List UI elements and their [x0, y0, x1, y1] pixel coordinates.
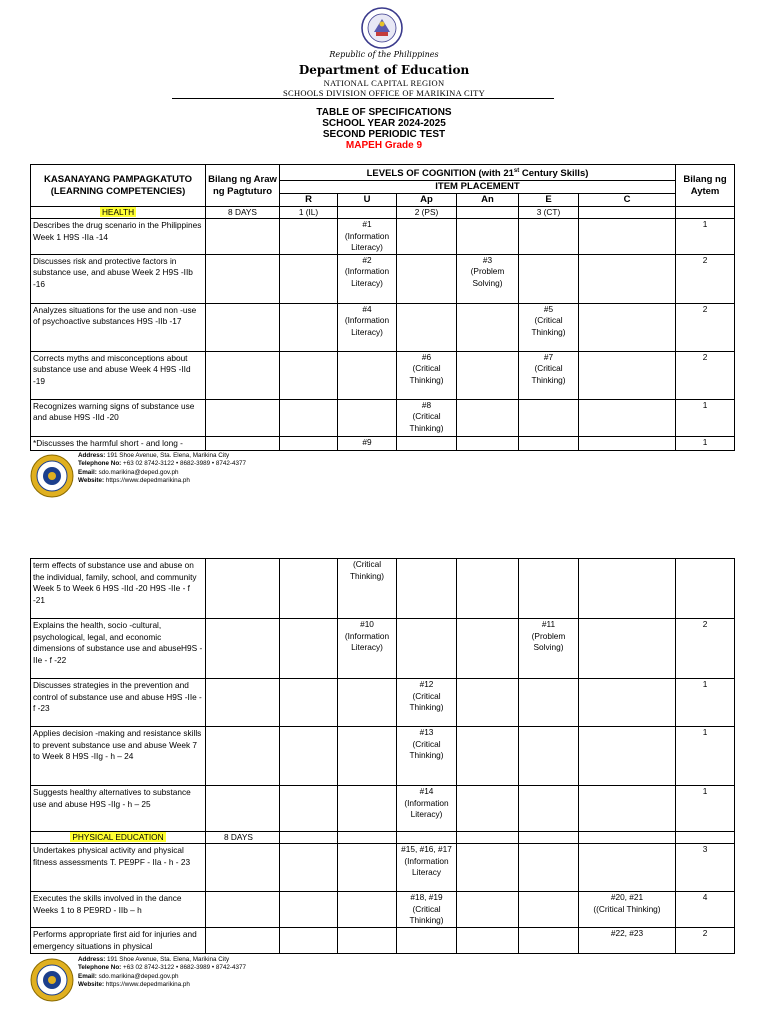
levels-sup: st [513, 168, 520, 174]
competency-cell: Discusses risk and protective factors in substance use, and abuse Week 2 H9S -IIb -16 [31, 254, 206, 303]
cell-c [579, 219, 676, 255]
table-row [31, 559, 735, 619]
days-cell [206, 679, 280, 727]
deped-seal-logo [354, 6, 410, 50]
days-cell [206, 219, 280, 255]
cell-ap [397, 436, 457, 451]
health-label-cell [31, 207, 206, 219]
cell-ap [397, 619, 457, 679]
cell-r [280, 351, 338, 399]
email-value[interactable]: sdo.marikina@deped.gov.ph [96, 468, 179, 476]
competency-cell: term effects of substance use and abuse on the individual, family, school, and community Week 5 to Week 6 H9S -IId -20 H9S -IIe - f -21 [31, 559, 206, 619]
cell-r [280, 679, 338, 727]
cell-r [280, 559, 338, 619]
cell-ap: #12 (Critical Thinking) [397, 679, 457, 727]
pe-empty-cell [579, 832, 676, 844]
cell-c [579, 844, 676, 892]
cell-an [457, 559, 519, 619]
cell-e: #11 (Problem Solving) [519, 619, 579, 679]
cell-e [519, 254, 579, 303]
items-cell [676, 559, 735, 619]
tos-table-page-2 [30, 558, 735, 954]
phone-value: +63 02 8742-3122 • 8682-3989 • 8742-4377 [121, 964, 246, 972]
cell-e: #5 (Critical Thinking) [519, 303, 579, 351]
cell-u [338, 351, 397, 399]
cell-an: #3 (Problem Solving) [457, 254, 519, 303]
cell-c [579, 436, 676, 451]
cell-e [519, 727, 579, 786]
phone-value: +63 02 8742-3122 • 8682-3989 • 8742-4377 [121, 460, 246, 468]
table-row [31, 219, 735, 255]
cell-c: #20, #21 ((Critical Thinking) [579, 892, 676, 928]
footer-page-2 [30, 956, 330, 1002]
cell-u: #1 (Information Literacy) [338, 219, 397, 255]
competency-cell: Performs appropriate first aid for injuries and emergency situations in physical [31, 928, 206, 954]
department-text: Department of Education [298, 63, 470, 77]
health-items [676, 207, 735, 219]
items-cell: 1 [676, 727, 735, 786]
phone-label: Telephone No: [78, 964, 122, 972]
sdo-marikina-seal-logo [30, 958, 74, 1002]
items-cell: 1 [676, 786, 735, 832]
table-row [31, 351, 735, 399]
cell-ap: #8 (Critical Thinking) [397, 399, 457, 436]
col-r: R [280, 194, 338, 207]
cell-an [457, 619, 519, 679]
levels-header-text: LEVELS OF COGNITION (with 21 [366, 168, 514, 180]
footer-contact [78, 956, 246, 990]
days-cell [206, 727, 280, 786]
cell-u [338, 727, 397, 786]
cell-c [579, 727, 676, 786]
cell-r [280, 303, 338, 351]
items-cell: 1 [676, 436, 735, 451]
cell-an [457, 892, 519, 928]
cell-r [280, 727, 338, 786]
days-header: Bilang ng Araw ng Pagtuturo [206, 165, 280, 207]
table-row [31, 254, 735, 303]
cell-c [579, 679, 676, 727]
table-row [31, 928, 735, 954]
table-row [31, 786, 735, 832]
website-value[interactable]: https://www.depedmarikina.ph [104, 981, 190, 989]
health-section-row [31, 207, 735, 219]
cell-ap [397, 303, 457, 351]
cell-an [457, 219, 519, 255]
sdo-marikina-seal-logo [30, 454, 74, 498]
cell-ap [397, 254, 457, 303]
footer-contact [78, 452, 246, 486]
table-row [31, 727, 735, 786]
competency-cell: Executes the skills involved in the dance Weeks 1 to 8 PE9RD - IIb – h [31, 892, 206, 928]
competency-header: KASANAYANG PAMPAGKATUTO (LEARNING COMPETENCIES) [31, 165, 206, 207]
republic-text: Republic of the Philippines [329, 50, 439, 59]
items-cell: 1 [676, 219, 735, 255]
pe-empty-cell [280, 832, 338, 844]
cell-ap [397, 559, 457, 619]
pe-empty-cell [397, 832, 457, 844]
pe-empty-cell [519, 832, 579, 844]
health-label: HEALTH [101, 207, 135, 218]
page-2 [0, 548, 768, 1024]
competency-cell: Discusses strategies in the prevention and control of substance use and abuse H9S -IIe - f -23 [31, 679, 206, 727]
cell-e: #7 (Critical Thinking) [519, 351, 579, 399]
health-u [338, 207, 397, 219]
items-cell: 2 [676, 928, 735, 954]
website-label: Website: [78, 981, 105, 989]
days-cell [206, 399, 280, 436]
cell-e [519, 844, 579, 892]
cell-u: #2 (Information Literacy) [338, 254, 397, 303]
cell-ap: #6 (Critical Thinking) [397, 351, 457, 399]
cell-ap: #18, #19 (Critical Thinking) [397, 892, 457, 928]
website-value[interactable]: https://www.depedmarikina.ph [104, 477, 190, 485]
footer-page-1 [30, 452, 330, 498]
levels-header [280, 165, 676, 181]
doc-title: TABLE OF SPECIFICATIONS [316, 107, 452, 118]
cell-r [280, 619, 338, 679]
items-cell: 2 [676, 303, 735, 351]
health-r: 1 (IL) [280, 207, 338, 219]
cell-c [579, 786, 676, 832]
cell-r [280, 254, 338, 303]
cell-an [457, 786, 519, 832]
competency-cell: Applies decision -making and resistance skills to prevent substance use and abuse Week 7 to Week 8 H9S -IIg - h – 24 [31, 727, 206, 786]
cell-r [280, 399, 338, 436]
col-c: C [579, 194, 676, 207]
phone-label: Telephone No: [78, 460, 122, 468]
cell-c [579, 254, 676, 303]
cell-an [457, 351, 519, 399]
cell-r [280, 436, 338, 451]
cell-u [338, 399, 397, 436]
table-row [31, 436, 735, 451]
competency-cell: Corrects myths and misconceptions about substance use and abuse Week 4 H9S -IId -19 [31, 351, 206, 399]
website-label: Website: [78, 477, 105, 485]
table-row [31, 844, 735, 892]
cell-c [579, 619, 676, 679]
cell-u [338, 679, 397, 727]
col-ap: Ap [397, 194, 457, 207]
cell-e [519, 786, 579, 832]
cell-r [280, 786, 338, 832]
cell-u: #10 (Information Literacy) [338, 619, 397, 679]
page-1-rows [31, 219, 735, 451]
cell-r [280, 928, 338, 954]
cell-ap: #15, #16, #17 (Information Literacy [397, 844, 457, 892]
cell-e [519, 399, 579, 436]
levels-header-end: Century Skills) [519, 168, 589, 180]
address-value: 191 Shoe Avenue, Sta. Elena, Marikina City [105, 956, 230, 963]
health-an [457, 207, 519, 219]
cell-ap [397, 219, 457, 255]
pe-label: PHYSICAL EDUCATION [72, 832, 164, 842]
cell-u [338, 928, 397, 954]
cell-c: #22, #23 [579, 928, 676, 954]
table-row [31, 892, 735, 928]
cell-ap: #13 (Critical Thinking) [397, 727, 457, 786]
cell-e [519, 679, 579, 727]
cell-u [338, 786, 397, 832]
items-cell: 2 [676, 254, 735, 303]
items-cell: 1 [676, 399, 735, 436]
subject-grade: MAPEH Grade 9 [345, 140, 423, 151]
cell-an [457, 679, 519, 727]
cell-c [579, 351, 676, 399]
cell-u: #4 (Information Literacy) [338, 303, 397, 351]
items-cell: 1 [676, 679, 735, 727]
health-days: 8 DAYS [206, 207, 280, 219]
col-e: E [519, 194, 579, 207]
address-value: 191 Shoe Avenue, Sta. Elena, Marikina City [105, 452, 230, 459]
cell-u [338, 892, 397, 928]
tos-table-page-1 [30, 164, 735, 451]
days-cell [206, 844, 280, 892]
cell-e [519, 436, 579, 451]
pe-days: 8 DAYS [206, 832, 280, 844]
address-label: Address: [78, 956, 106, 963]
cell-an [457, 727, 519, 786]
table-row [31, 619, 735, 679]
cell-r [280, 219, 338, 255]
cell-ap: #14 (Information Literacy) [397, 786, 457, 832]
cell-an [457, 399, 519, 436]
page-2-rows [31, 559, 735, 954]
cell-c [579, 559, 676, 619]
school-year: SCHOOL YEAR 2024-2025 [322, 118, 446, 129]
cell-an [457, 928, 519, 954]
competency-cell: Suggests healthy alternatives to substance use and abuse H9S -IIg - h – 25 [31, 786, 206, 832]
test-name: SECOND PERIODIC TEST [322, 129, 446, 140]
cell-e [519, 928, 579, 954]
cell-r [280, 892, 338, 928]
days-cell [206, 254, 280, 303]
cell-u: #9 [338, 436, 397, 451]
pe-label-cell [31, 832, 206, 844]
cell-ap [397, 928, 457, 954]
email-value[interactable]: sdo.marikina@deped.gov.ph [96, 972, 179, 980]
days-cell [206, 892, 280, 928]
cell-e [519, 892, 579, 928]
competency-cell: *Discusses the harmful short - and long - [31, 436, 206, 451]
email-label: Email: [78, 972, 97, 980]
division-text: SCHOOLS DIVISION OFFICE OF MARIKINA CITY [282, 88, 486, 98]
health-c [579, 207, 676, 219]
items-cell: 4 [676, 892, 735, 928]
pe-empty-cell [457, 832, 519, 844]
days-cell [206, 928, 280, 954]
competency-cell: Describes the drug scenario in the Philippines Week 1 H9S -IIa -14 [31, 219, 206, 255]
email-label: Email: [78, 468, 97, 476]
cell-c [579, 303, 676, 351]
health-ap: 2 (PS) [397, 207, 457, 219]
days-cell [206, 786, 280, 832]
items-cell: 2 [676, 619, 735, 679]
col-u: U [338, 194, 397, 207]
table-row [31, 679, 735, 727]
items-cell: 3 [676, 844, 735, 892]
cell-c [579, 399, 676, 436]
item-placement-header: ITEM PLACEMENT [280, 181, 676, 194]
items-header: Bilang ng Aytem [676, 165, 735, 207]
health-e: 3 (CT) [519, 207, 579, 219]
cell-u: (Critical Thinking) [338, 559, 397, 619]
pe-section-row [31, 832, 735, 844]
pe-empty-cell [676, 832, 735, 844]
cell-u [338, 844, 397, 892]
cell-an [457, 303, 519, 351]
days-cell [206, 559, 280, 619]
address-label: Address: [78, 452, 106, 459]
competency-cell: Recognizes warning signs of substance use and abuse H9S -IId -20 [31, 399, 206, 436]
col-an: An [457, 194, 519, 207]
days-cell [206, 436, 280, 451]
competency-cell: Analyzes situations for the use and non -use of psychoactive substances H9S -IIb -17 [31, 303, 206, 351]
items-cell: 2 [676, 351, 735, 399]
competency-cell: Explains the health, socio -cultural, psychological, legal, and economic dimensions of substance use and abuseH9S -IIe - f -22 [31, 619, 206, 679]
cell-r [280, 844, 338, 892]
cell-e [519, 219, 579, 255]
header-divider [172, 98, 554, 99]
days-cell [206, 303, 280, 351]
table-row [31, 399, 735, 436]
page-1 [0, 0, 768, 500]
pe-empty-cell [338, 832, 397, 844]
cell-an [457, 844, 519, 892]
cell-e [519, 559, 579, 619]
cell-an [457, 436, 519, 451]
table-row [31, 303, 735, 351]
days-cell [206, 619, 280, 679]
days-cell [206, 351, 280, 399]
competency-cell: Undertakes physical activity and physical fitness assessments T. PE9PF - IIa - h - 23 [31, 844, 206, 892]
region-text: NATIONAL CAPITAL REGION [323, 78, 445, 88]
